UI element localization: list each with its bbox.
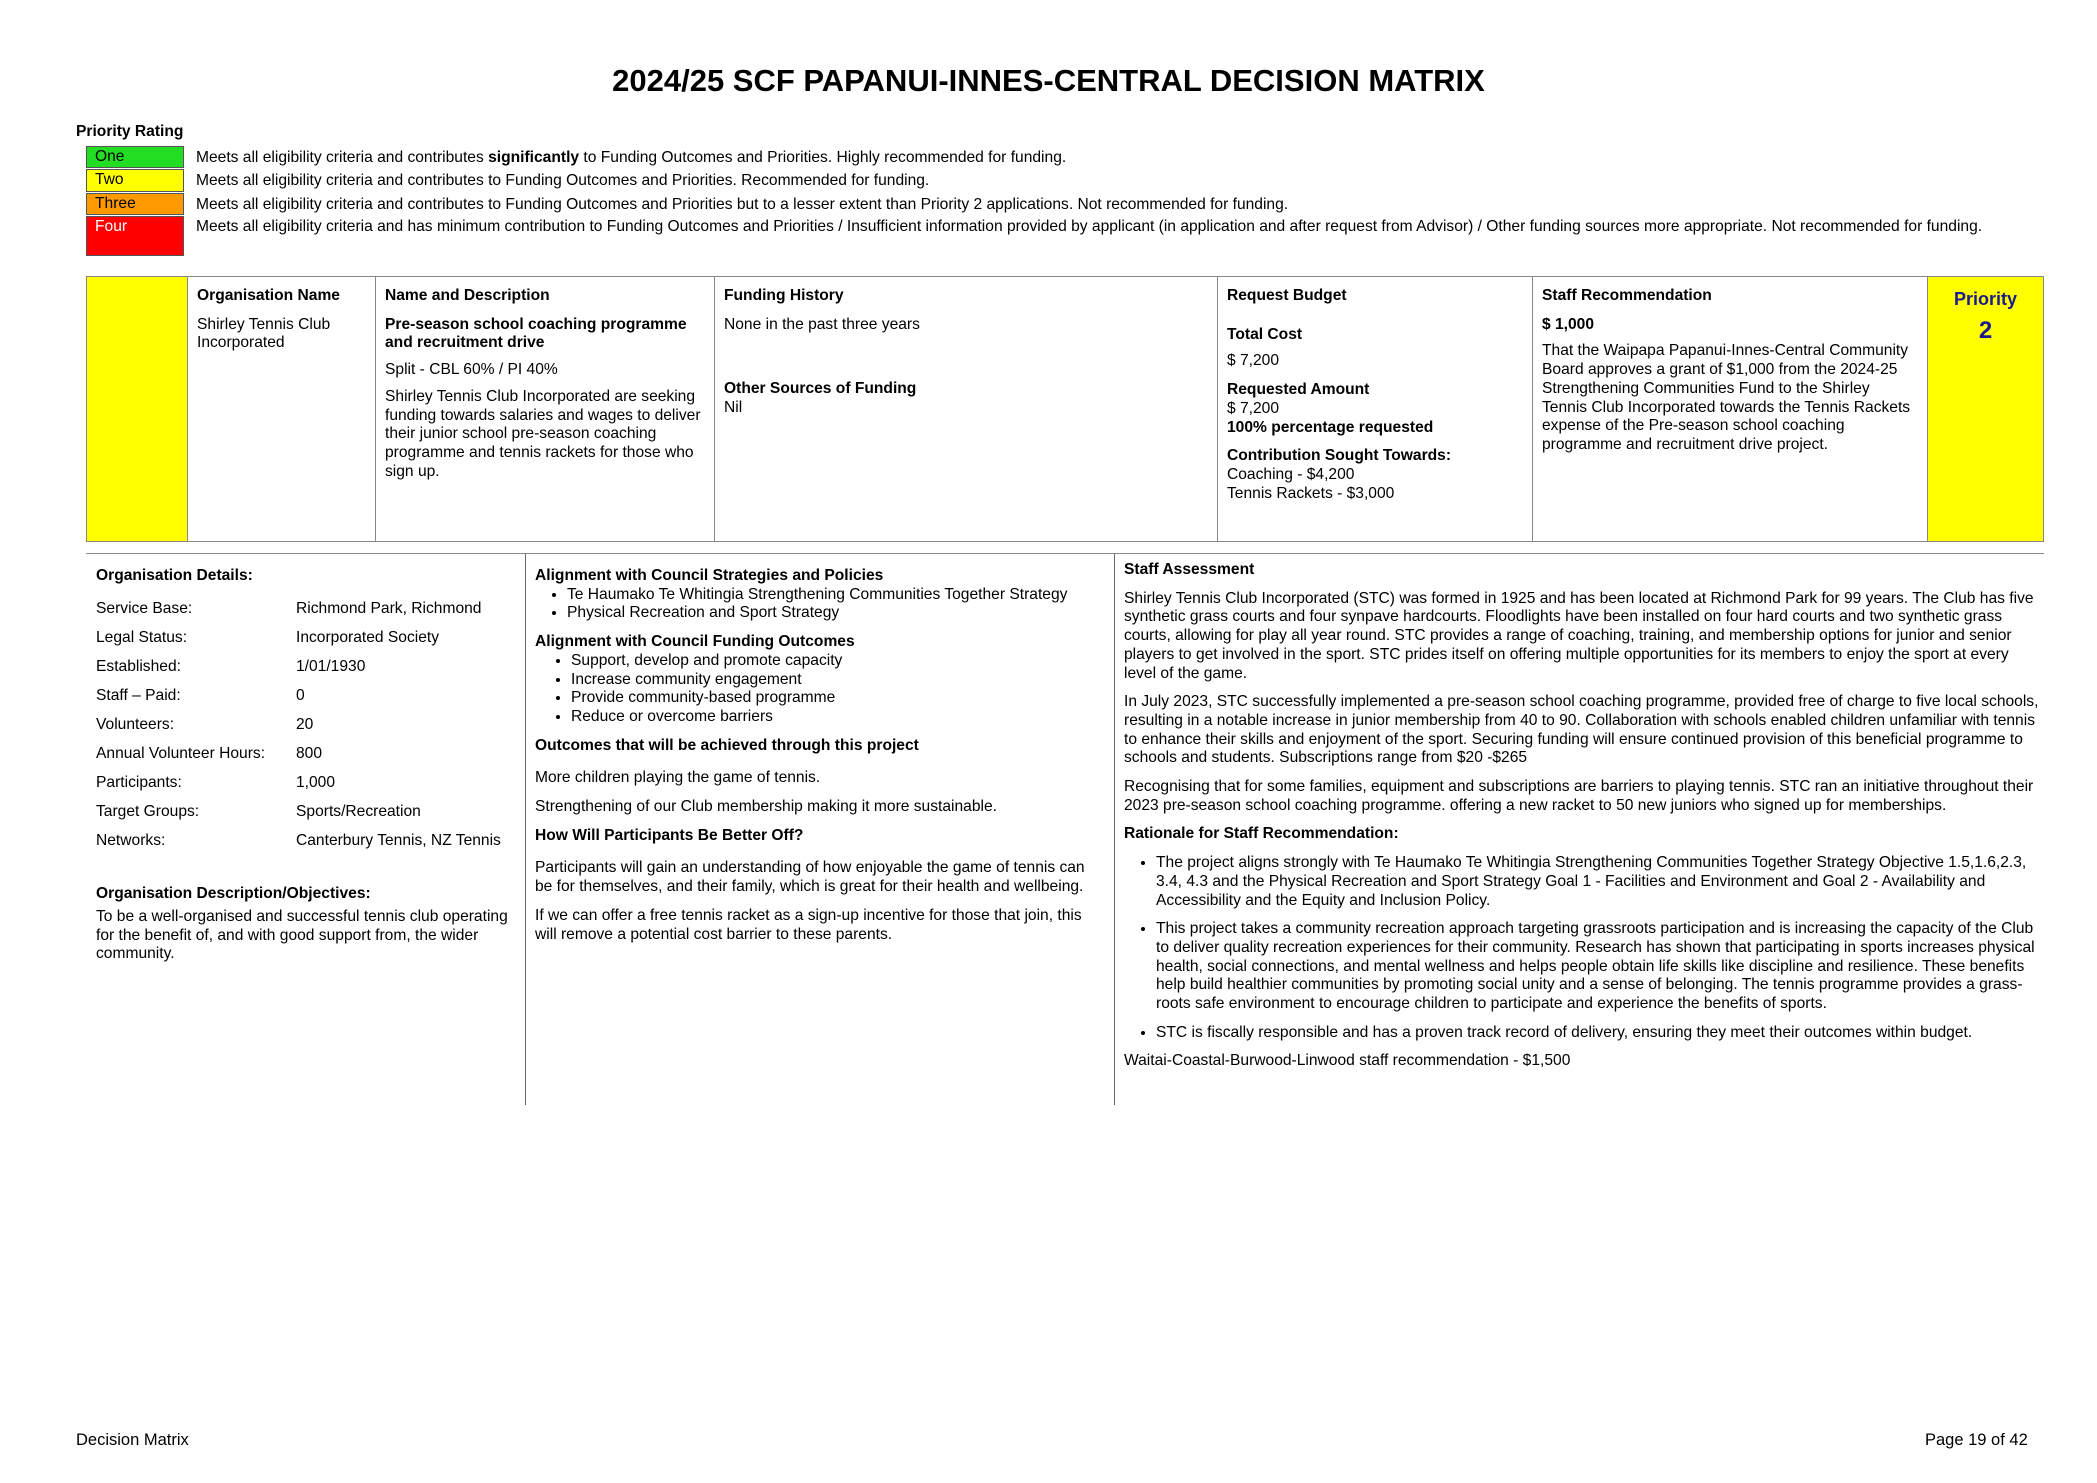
priority-desc-two: Meets all eligibility criteria and contributes to Funding Outcomes and Priorities. Recommended for funding. [196,172,930,189]
priority-value: 2 [1978,316,1993,344]
funding-history-header: Funding History [724,287,844,304]
priority-desc-one: Meets all eligibility criteria and contributes significantly to Funding Outcomes and Priorities. Highly recommended for funding. [196,149,1067,166]
application-summary-table [86,276,2044,542]
priority-header: Priority [1953,289,2018,309]
project-outcome: More children playing the game of tennis. [535,769,821,787]
priority-level-three [86,193,2016,215]
list-item: • Provide community-based programme [571,689,1105,708]
org-detail-value: 0 [296,687,305,704]
org-detail-value: 20 [296,716,314,733]
org-detail-label: Established: [96,658,181,675]
org-detail-value: 800 [296,745,323,762]
priority-swatch-two: Two [86,169,184,192]
staff-recommendation-amount: $ 1,000 [1542,315,1595,333]
org-detail-value: Incorporated Society [296,629,440,646]
other-sources-header: Other Sources of Funding [724,380,917,398]
staff-recommendation-text: That the Waipapa Papanui-Innes-Central Community Board approves a grant of $1,000 from the 2024-25 Strengthening Communities Fund to the Shirley Tennis Club Incorporated towards the Tennis Rackets expense of the Pre-season school coaching programme and recruitment drive project. [1542,342,1911,453]
priority-swatch-three: Three [86,193,184,215]
staff-assessment-heading: Staff Assessment [1124,561,1255,578]
org-detail-label: Staff – Paid: [96,687,181,704]
requested-amount-label: Requested Amount [1227,381,1370,399]
priority-desc-four: Meets all eligibility criteria and has minimum contribution to Funding Outcomes and Priorities / Insufficient information provided by applicant (in application and after request from Advisor) / Other funding sources more appropriate. Not recommended for funding. [196,218,1983,235]
alignment-column [535,567,1105,944]
org-description-text: To be a well-organised and successful tennis club operating for the benefit of, and with good support from, the wider community. [96,908,508,963]
footer-page-number: Page 19 of 42 [1925,1431,2028,1449]
funding-split: Split - CBL 60% / PI 40% [385,361,558,379]
total-cost-value: $ 7,200 [1227,352,1280,370]
org-detail-label: Networks: [96,832,166,849]
funding-history-cell [714,277,1217,541]
funding-history-value: None in the past three years [724,315,920,333]
request-budget-cell [1217,277,1532,541]
rationale-heading: Rationale for Staff Recommendation: [1124,825,1399,843]
priority-level-four [86,216,2016,256]
status-color-cell [87,277,187,541]
total-cost-label: Total Cost [1227,325,1303,343]
requested-amount-value: $ 7,200 [1227,399,1280,417]
staff-recommendation-header: Staff Recommendation [1542,287,1712,304]
org-detail-label: Annual Volunteer Hours: [96,745,266,762]
funding-outcomes-list [535,652,1105,727]
other-board-recommendation: Waitai-Coastal-Burwood-Linwood staff recommendation - $1,500 [1124,1052,1571,1070]
name-description-cell [375,277,714,541]
project-outcomes-heading: Outcomes that will be achieved through this project [535,736,919,754]
org-details-heading: Organisation Details: [96,567,253,584]
priority-desc-three: Meets all eligibility criteria and contributes to Funding Outcomes and Priorities but to a lesser extent than Priority 2 applications. Not recommended for funding. [196,196,1289,213]
priority-rating-heading: Priority Rating [76,123,184,140]
section-divider [86,553,2044,554]
project-outcome: Strengthening of our Club membership making it more sustainable. [535,798,997,816]
list-item: • Support, develop and promote capacity [571,652,1105,671]
org-name: Shirley Tennis Club Incorporated [197,315,331,352]
org-name-cell [187,277,375,541]
org-detail-value: 1,000 [296,774,336,791]
list-item: • Physical Recreation and Sport Strategy [567,604,1105,623]
priority-level-one [86,146,2016,168]
priority-swatch-four: Four [86,216,184,256]
priority-swatch-one: One [86,146,184,168]
org-detail-label: Service Base: [96,600,193,617]
org-detail-label: Target Groups: [96,803,200,820]
strategies-heading: Alignment with Council Strategies and Policies [535,567,884,584]
list-item: • Te Haumako Te Whitingia Strengthening Communities Together Strategy [567,586,1105,605]
contribution-item: Tennis Rackets - $3,000 [1227,484,1395,502]
name-description-header: Name and Description [385,287,550,304]
rationale-item: • STC is fiscally responsible and has a proven track record of delivery, ensuring they meet their outcomes within budget. [1156,1024,2039,1043]
org-detail-label: Participants: [96,774,182,791]
rationale-list [1124,854,2039,1042]
project-title: Pre-season school coaching programme and recruitment drive [385,315,687,352]
staff-assessment-column [1124,561,2039,1071]
strategies-list [535,586,1105,623]
org-detail-value: Richmond Park, Richmond [296,600,482,617]
staff-recommendation-cell [1532,277,1927,541]
page-title: 2024/25 SCF PAPANUI-INNES-CENTRAL DECISION MATRIX [612,63,1485,98]
list-item: • Reduce or overcome barriers [571,708,1105,727]
percentage-requested: 100% percentage requested [1227,418,1434,436]
org-detail-value: Sports/Recreation [296,803,421,820]
rationale-item: • The project aligns strongly with Te Haumako Te Whitingia Strengthening Communities Together Strategy Objective 1.5,1.6,2.3, 3.4, 4.3 and the Physical Recreation and Sport Strategy Goal 1 - Facilities and Environment and Goal 2 - Availability and Accessibility and the Equity and Inclusion Policy. [1156,854,2039,910]
better-off-heading: How Will Participants Be Better Off? [535,826,804,844]
funding-outcomes-heading: Alignment with Council Funding Outcomes [535,633,855,651]
org-detail-value: 1/01/1930 [296,658,366,675]
other-sources-value: Nil [724,399,743,417]
better-off-text: Participants will gain an understanding of how enjoyable the game of tennis can be for themselves, and their family, which is great for their health and wellbeing. [535,859,1085,896]
priority-level-two [86,169,2016,192]
column-divider [525,554,526,1105]
org-name-header: Organisation Name [197,287,340,304]
priority-cell [1927,277,2043,541]
column-divider [1114,554,1115,1105]
org-detail-label: Legal Status: [96,629,188,646]
better-off-text: If we can offer a free tennis racket as a sign-up incentive for those that join, this will remove a potential cost barrier to these parents. [535,906,1082,943]
org-detail-value: Canterbury Tennis, NZ Tennis [296,832,501,849]
staff-assessment-paragraph: Recognising that for some families, equipment and subscriptions are barriers to playing tennis. STC ran an initiative throughout their 2023 pre-season school coaching programme. offering a new racket to 50 new juniors who signed up for memberships. [1124,778,2034,814]
project-description: Shirley Tennis Club Incorporated are seeking funding towards salaries and wages to deliver their junior school pre-season coaching programme and tennis rackets for those who sign up. [385,387,701,480]
request-budget-header: Request Budget [1227,287,1347,304]
staff-assessment-paragraph: In July 2023, STC successfully implemented a pre-season school coaching programme, provided free of charge to five local schools, resulting in a notable increase in junior membership from 40 to 90. Collaboration with schools enabled children unfamiliar with tennis to enhance their skills and enjoyment of the sport. Securing funding will ensure continued provision of this beneficial programme to schools and students. Subscriptions range from $20 -$265 [1124,693,2039,767]
contribution-label: Contribution Sought Towards: [1227,447,1452,465]
org-description-heading: Organisation Description/Objectives: [96,885,371,902]
list-item: • Increase community engagement [571,671,1105,690]
org-detail-label: Volunteers: [96,716,175,733]
rationale-item: • This project takes a community recreation approach targeting grassroots participation and is increasing the capacity of the Club to deliver quality recreation experiences for their community. Research has shown that participating in sports increases physical health, social connections, and mental wellness and helps people obtain life skills like discipline and resilience. These benefits help build healthier communities by promoting social unity and a sense of belonging. The tennis programme provides a grass-roots safe environment to encourage children to participate and experience the benefits of sports. [1156,920,2039,1014]
footer-document-name: Decision Matrix [76,1431,189,1449]
contribution-item: Coaching - $4,200 [1227,465,1355,483]
staff-assessment-paragraph: Shirley Tennis Club Incorporated (STC) was formed in 1925 and has been located at Richmond Park for 99 years. The Club has five synthetic grass courts and four synpave hardcourts. Floodlights have been installed on four hard courts and two synthetic grass courts, allowing for play all year round. STC provides a range of coaching, training, and membership options for junior and senior players to get involved in the sport. STC prides itself on offering multiple opportunities for its members to enjoy the sport at every level of the game. [1124,589,2034,682]
